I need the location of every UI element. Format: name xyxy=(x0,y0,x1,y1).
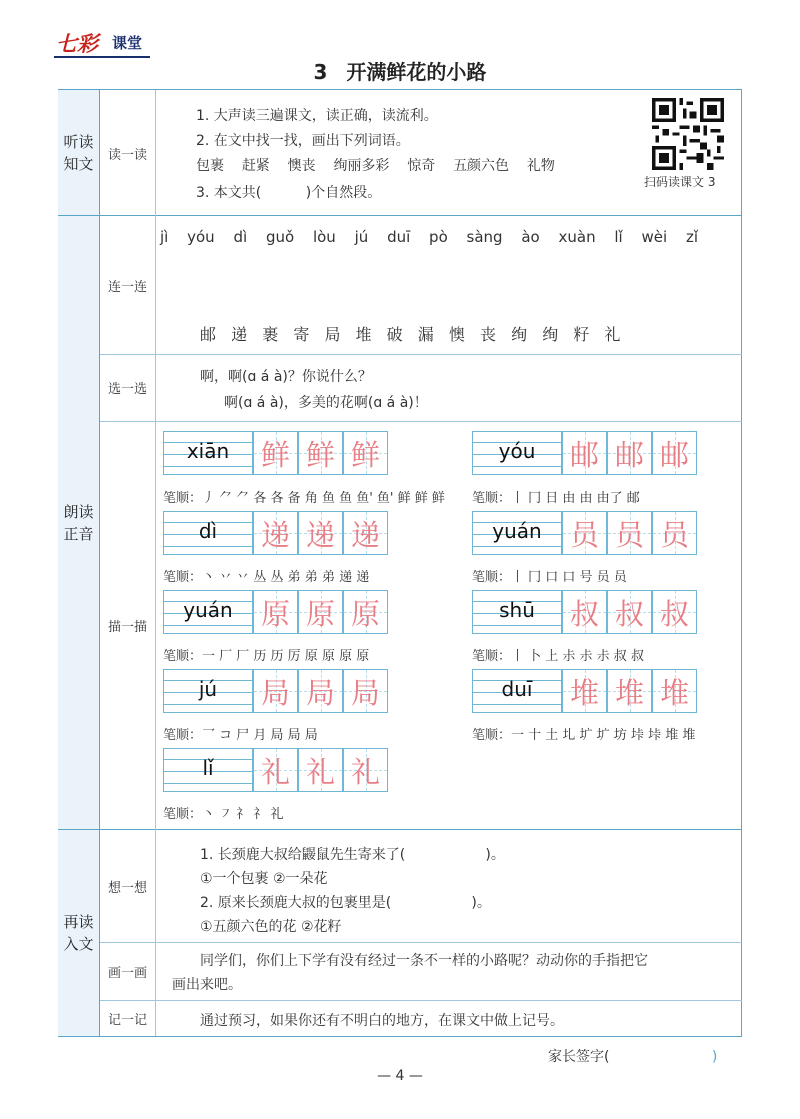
pinyin-item[interactable]: wèi xyxy=(641,228,668,246)
stroke-order: 笔顺：一 厂 厂 历 历 厉 原 原 原 原 xyxy=(163,649,370,664)
hanzi-item[interactable]: 破 xyxy=(386,325,403,344)
trace-cell[interactable]: 邮 xyxy=(607,431,652,475)
paragraph-count-blank[interactable] xyxy=(261,185,306,201)
choose-line-1[interactable]: 啊，啊(ɑ á à)？你说什么？ xyxy=(200,369,372,385)
note-text: 通过预习，如果你还有不明白的地方，在课文中做上记号。 xyxy=(200,1013,564,1029)
stroke-order: 笔顺：一 十 土 圠 圹 圹 坊 垰 垰 堆 堆 xyxy=(472,728,696,743)
trace-cell[interactable]: 员 xyxy=(607,511,652,555)
activity-trace: 描一描 xyxy=(100,421,156,830)
pinyin-item[interactable]: pò xyxy=(429,228,448,246)
section-reread-label: 再读 入文 xyxy=(63,913,94,953)
trace-cell[interactable]: 叔 xyxy=(562,590,607,634)
word[interactable]: 礼物 xyxy=(526,158,555,174)
hanzi-item[interactable]: 递 xyxy=(231,325,248,344)
stroke-order: 笔顺：乛 コ 尸 月 局 局 局 xyxy=(163,728,318,743)
qr-caption: 扫码读课文 3 xyxy=(644,175,716,189)
hanzi-item[interactable]: 丧 xyxy=(479,325,496,344)
trace-cell[interactable]: 原 xyxy=(253,590,298,634)
think-q1-pre: 1. 长颈鹿大叔给鼹鼠先生寄来了( xyxy=(200,847,406,863)
section-read xyxy=(58,216,100,830)
read-item-2: 2. 在文中找一找，画出下列词语。 xyxy=(196,133,410,149)
activity-read-aloud: 读一读 xyxy=(100,90,156,216)
pinyin-item[interactable]: duī xyxy=(387,228,411,246)
trace-cell[interactable]: 局 xyxy=(298,669,343,713)
lesson-title xyxy=(0,56,800,85)
trace-cell[interactable]: 员 xyxy=(562,511,607,555)
separator xyxy=(58,829,742,830)
think-q2 xyxy=(200,892,491,912)
connect-hanzi-row xyxy=(200,322,630,345)
activity-think: 想一想 xyxy=(100,830,156,942)
lesson-name: 开满鲜花的小路 xyxy=(346,60,487,84)
trace-cell[interactable]: 局 xyxy=(343,669,388,713)
row-divider xyxy=(100,354,742,355)
section-reread xyxy=(58,830,100,1036)
pinyin-item[interactable]: lǐ xyxy=(614,228,623,246)
activity-draw: 画一画 xyxy=(100,942,156,1000)
card-pinyin: dì xyxy=(198,519,218,543)
word[interactable]: 懊丧 xyxy=(287,158,316,174)
think-q1-post: )。 xyxy=(485,847,505,863)
hanzi-item[interactable]: 局 xyxy=(324,325,341,344)
section-read-label: 朗读 正音 xyxy=(63,503,94,543)
trace-cell[interactable]: 递 xyxy=(298,511,343,555)
hanzi-item[interactable]: 懊 xyxy=(448,325,465,344)
card-pinyin: lǐ xyxy=(202,756,214,780)
activity-choose: 选一选 xyxy=(100,354,156,421)
trace-cell[interactable]: 局 xyxy=(253,669,298,713)
trace-cell[interactable]: 堆 xyxy=(607,669,652,713)
logo-brand: 七彩 xyxy=(56,31,98,56)
section-listen-label: 听读 知文 xyxy=(63,133,94,173)
stroke-order: 笔顺：丶 ㇇ 礻 礻 礼 xyxy=(163,807,284,822)
page-number: — 4 — xyxy=(377,1068,423,1084)
pinyin-item[interactable]: guǒ xyxy=(265,228,295,246)
row-divider xyxy=(100,1000,742,1001)
hanzi-item[interactable]: 邮 xyxy=(200,325,217,344)
trace-cell[interactable]: 堆 xyxy=(652,669,697,713)
pinyin-item[interactable]: jú xyxy=(354,228,369,246)
hanzi-item[interactable]: 裹 xyxy=(262,325,279,344)
stroke-order: 笔顺：丨 卜 上 尗 尗 尗 叔 叔 xyxy=(472,649,644,664)
word-list xyxy=(196,155,555,175)
hanzi-item[interactable]: 漏 xyxy=(417,325,434,344)
activity-note: 记一记 xyxy=(100,1000,156,1036)
stroke-order: 笔顺：丶 丷 丷 丛 丛 弟 弟 弟 递 递 xyxy=(163,570,370,585)
pinyin-item[interactable]: jì xyxy=(160,228,169,246)
section-listen xyxy=(58,90,100,216)
read-item-3 xyxy=(196,182,381,202)
trace-cell[interactable]: 邮 xyxy=(652,431,697,475)
trace-cell[interactable]: 邮 xyxy=(562,431,607,475)
card-pinyin: jú xyxy=(198,677,218,701)
pinyin-item[interactable]: lòu xyxy=(312,228,336,246)
word[interactable]: 五颜六色 xyxy=(453,158,510,174)
activity-connect: 连一连 xyxy=(100,216,156,354)
stroke-order: 笔顺：丨 冂 日 由 由 由了 邮 xyxy=(472,491,640,506)
trace-cell[interactable]: 员 xyxy=(652,511,697,555)
connect-pinyin-row xyxy=(160,228,712,246)
hanzi-item[interactable]: 寄 xyxy=(293,325,310,344)
trace-cell[interactable]: 鲜 xyxy=(298,431,343,475)
card-pinyin: shū xyxy=(499,598,535,622)
trace-cell[interactable]: 堆 xyxy=(562,669,607,713)
choose-line-2[interactable]: 啊(ɑ á à)，多美的花啊(ɑ á à)！ xyxy=(224,395,428,411)
trace-cell[interactable]: 礼 xyxy=(298,748,343,792)
trace-cell[interactable]: 礼 xyxy=(343,748,388,792)
signature-field[interactable] xyxy=(609,1049,711,1065)
hanzi-item[interactable]: 礼 xyxy=(604,325,621,344)
row-divider xyxy=(100,942,742,943)
hanzi-item[interactable]: 堆 xyxy=(355,325,372,344)
logo-sub: 课堂 xyxy=(112,34,143,52)
trace-cell[interactable]: 鲜 xyxy=(253,431,298,475)
hanzi-item[interactable]: 绚 xyxy=(542,325,559,344)
pinyin-item[interactable]: ào xyxy=(521,228,540,246)
card-pinyin: yóu xyxy=(498,439,536,463)
word[interactable]: 绚丽多彩 xyxy=(333,158,390,174)
think-q2-pre: 2. 原来长颈鹿大叔的包裹里是( xyxy=(200,895,392,911)
trace-cell[interactable]: 鲜 xyxy=(343,431,388,475)
draw-line-1: 同学们，你们上下学有没有经过一条不一样的小路呢？动动你的手指把它 xyxy=(200,953,648,969)
read-item-1: 1. 大声读三遍课文，读正确，读流利。 xyxy=(196,108,438,124)
separator xyxy=(58,215,742,216)
pinyin-item[interactable]: dì xyxy=(233,228,248,246)
row-divider xyxy=(100,421,742,422)
parent-signature xyxy=(548,1046,717,1066)
pinyin-item[interactable]: zǐ xyxy=(685,228,699,246)
hanzi-item[interactable]: 绚 xyxy=(511,325,528,344)
think-q2-post: )。 xyxy=(471,895,491,911)
read-item-3-pre: 3. 本文共( xyxy=(196,185,262,201)
trace-cell[interactable]: 礼 xyxy=(253,748,298,792)
signature-label: 家长签字( xyxy=(548,1049,610,1065)
trace-cell[interactable]: 原 xyxy=(298,590,343,634)
trace-cell[interactable]: 递 xyxy=(343,511,388,555)
pinyin-item[interactable]: sàng xyxy=(466,228,503,246)
think-q1 xyxy=(200,844,505,864)
lesson-number: 3 xyxy=(313,60,328,84)
answer-blank[interactable] xyxy=(391,895,471,911)
pinyin-item[interactable]: xuàn xyxy=(558,228,596,246)
stroke-order: 笔顺：丨 冂 口 口 号 员 员 xyxy=(472,570,627,585)
draw-line-2: 画出来吧。 xyxy=(172,977,242,993)
answer-blank[interactable] xyxy=(405,847,485,863)
word[interactable]: 惊奇 xyxy=(407,158,436,174)
read-item-3-post: )个自然段。 xyxy=(305,185,382,201)
card-pinyin: duī xyxy=(501,677,533,701)
hanzi-item[interactable]: 籽 xyxy=(573,325,590,344)
pinyin-item[interactable]: yóu xyxy=(187,228,215,246)
card-pinyin: xiān xyxy=(186,439,230,463)
signature-close: ) xyxy=(711,1049,718,1065)
trace-cell[interactable]: 递 xyxy=(253,511,298,555)
word[interactable]: 包裹 xyxy=(196,158,224,174)
trace-cell[interactable]: 原 xyxy=(343,590,388,634)
word[interactable]: 赶紧 xyxy=(241,158,270,174)
card-pinyin: yuán xyxy=(492,519,542,543)
think-q2-options[interactable]: ①五颜六色的花 ②花籽 xyxy=(200,919,342,935)
trace-cell[interactable]: 叔 xyxy=(652,590,697,634)
stroke-order: 笔顺：丿 ⺈ ⺈ 各 各 备 角 鱼 鱼 鱼' 鱼' 鲜 鲜 鲜 xyxy=(163,491,445,506)
qr-code-icon[interactable] xyxy=(652,98,724,170)
trace-cell[interactable]: 叔 xyxy=(607,590,652,634)
card-pinyin: yuán xyxy=(183,598,233,622)
publisher-logo xyxy=(54,28,154,58)
think-q1-options[interactable]: ①一个包裹 ②一朵花 xyxy=(200,871,328,887)
